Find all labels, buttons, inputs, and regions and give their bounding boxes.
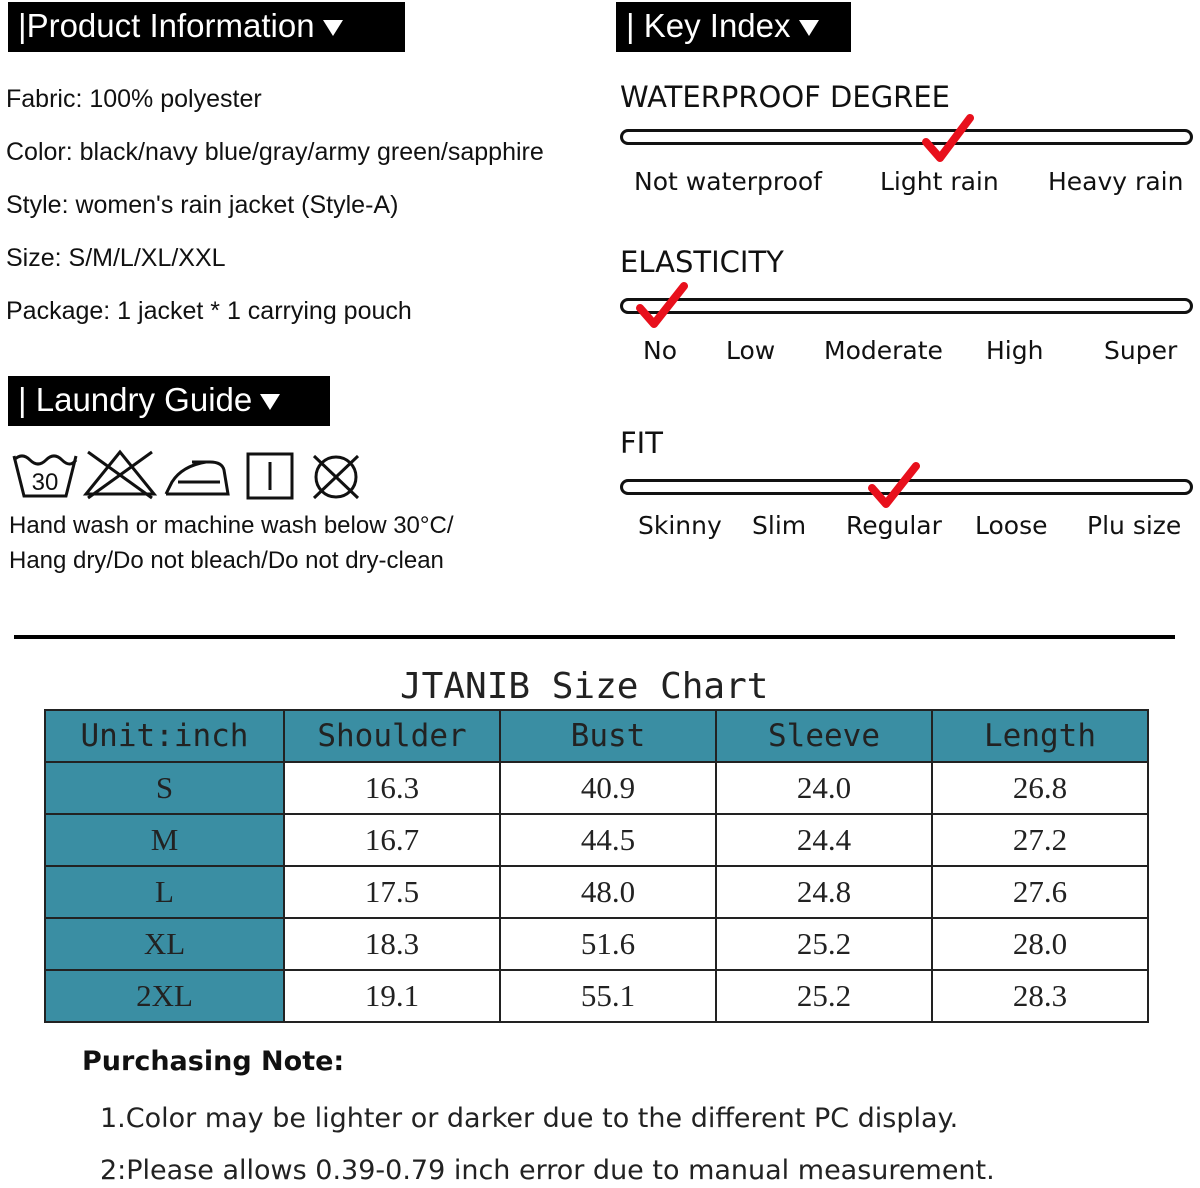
care-line-1: Hand wash or machine wash below 30°C/ [9,512,454,539]
sleeve-cell: 24.8 [716,866,932,918]
triangle-down-icon [260,394,280,410]
waterproof-title: WATERPROOF DEGREE [620,80,950,114]
length-cell: 28.3 [932,970,1148,1022]
waterproof-track [620,129,1193,145]
info-color: Color: black/navy blue/gray/army green/sapphire [6,138,544,166]
sleeve-cell: 24.4 [716,814,932,866]
fit-option-2: Regular [846,511,942,540]
size-label: L [45,866,284,918]
bust-cell: 40.9 [500,762,716,814]
iron-icon [166,462,228,494]
size-label: 2XL [45,970,284,1022]
table-row [45,866,1148,918]
header-bar-mark: | [18,381,36,418]
fit-option-3: Loose [975,511,1048,540]
length-cell: 26.8 [932,762,1148,814]
info-package: Package: 1 jacket * 1 carrying pouch [6,297,412,325]
size-chart-header-row [45,710,1148,762]
laundry-icons [10,448,370,504]
sleeve-cell: 24.0 [716,762,932,814]
shoulder-cell: 16.7 [284,814,500,866]
shoulder-cell: 17.5 [284,866,500,918]
purchasing-note-item-1: 1.Color may be lighter or darker due to the different PC display. [100,1103,959,1134]
purchasing-note-item-2: 2:Please allows 0.39-0.79 inch error due to manual measurement. [100,1155,995,1186]
elasticity-track [620,298,1193,314]
elasticity-option-3: High [986,336,1044,365]
sleeve-cell: 25.2 [716,970,932,1022]
bust-cell: 48.0 [500,866,716,918]
fit-check-icon [868,460,920,512]
fit-option-0: Skinny [638,511,722,540]
size-chart-table [44,709,1149,1023]
elasticity-check-icon [636,280,688,332]
table-row [45,970,1148,1022]
elasticity-option-1: Low [726,336,776,365]
shoulder-cell: 16.3 [284,762,500,814]
waterproof-check-icon [922,112,974,164]
product-info-header [8,2,405,52]
elasticity-option-4: Super [1104,336,1178,365]
size-label: M [45,814,284,866]
elasticity-option-2: Moderate [824,336,943,365]
length-cell: 28.0 [932,918,1148,970]
wash-temp-label: 30 [31,469,59,496]
col-header-length: Length [932,710,1148,762]
product-info-title: Product Information [26,7,315,44]
length-cell: 27.2 [932,814,1148,866]
no-bleach-icon [86,452,154,498]
hang-dry-icon [248,454,292,498]
col-header-bust: Bust [500,710,716,762]
fit-option-1: Slim [752,511,807,540]
fit-option-4: Plu size [1087,511,1182,540]
header-bar-mark: | [18,7,27,44]
size-chart-title: JTANIB Size Chart [400,666,769,707]
col-header-unit: Unit:inch [45,710,284,762]
info-style: Style: women's rain jacket (Style-A) [6,191,399,219]
bust-cell: 51.6 [500,918,716,970]
size-label: S [45,762,284,814]
elasticity-title: ELASTICITY [620,245,784,279]
waterproof-option-0: Not waterproof [634,167,822,196]
wash-30-icon [14,456,76,496]
waterproof-option-2: Heavy rain [1048,167,1184,196]
info-fabric: Fabric: 100% polyester [6,85,262,113]
purchasing-note-title: Purchasing Note: [82,1046,345,1077]
shoulder-cell: 18.3 [284,918,500,970]
col-header-sleeve: Sleeve [716,710,932,762]
bust-cell: 55.1 [500,970,716,1022]
info-size: Size: S/M/L/XL/XXL [6,244,226,272]
elasticity-option-0: No [643,336,677,365]
section-divider [14,635,1175,639]
triangle-down-icon [323,20,343,36]
sleeve-cell: 25.2 [716,918,932,970]
laundry-guide-title: Laundry Guide [35,381,253,418]
triangle-down-icon [799,20,819,36]
size-label: XL [45,918,284,970]
fit-title: FIT [620,426,663,460]
table-row [45,814,1148,866]
table-row [45,762,1148,814]
length-cell: 27.6 [932,866,1148,918]
care-line-2: Hang dry/Do not bleach/Do not dry-clean [9,547,444,574]
header-bar-mark: | [626,7,644,44]
shoulder-cell: 19.1 [284,970,500,1022]
key-index-title: Key Index [643,7,791,44]
bust-cell: 44.5 [500,814,716,866]
table-row [45,918,1148,970]
no-dry-clean-icon [314,456,358,498]
waterproof-option-1: Light rain [880,167,999,196]
key-index-header [616,2,851,52]
col-header-shoulder: Shoulder [284,710,500,762]
laundry-guide-header [8,376,330,426]
